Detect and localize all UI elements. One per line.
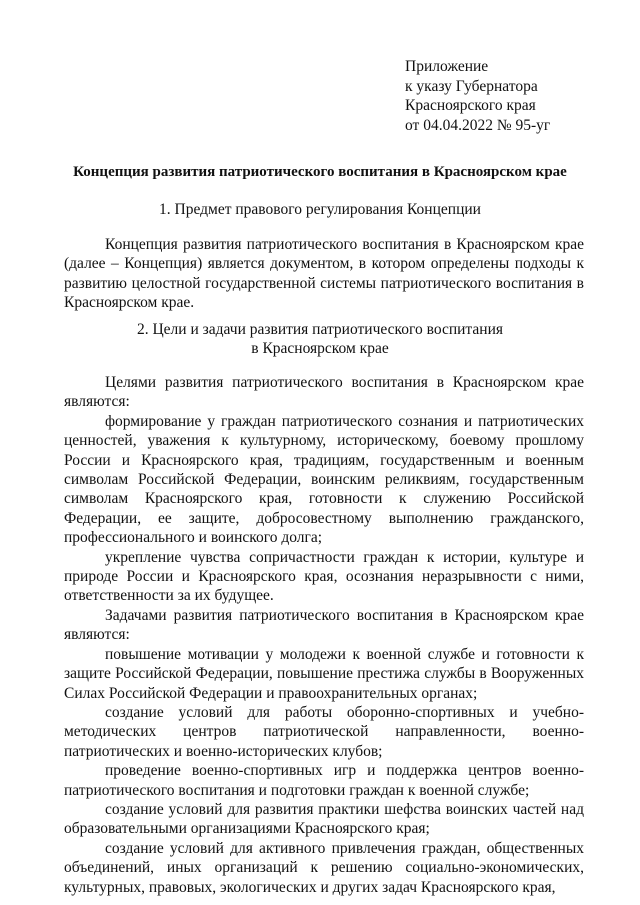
section-2-heading-line-1: 2. Цели и задачи развития патриотического воспитания [136,321,503,338]
section-1-paragraph: Концепция развития патриотического воспитания в Красноярском крае (далее – Концепция) является документом, в котором определены подходы к развитию целостной государственной системы патриотического воспитания в Красноярском крае. [64,236,584,312]
annex-line-2: к указу Губернатора [405,77,538,95]
paragraph-goal-1: формирование у граждан патриотического сознания и патриотических ценностей, уважения к культурному, историческому, боевому прошлому России и Красноярского края, традициям, государственным и военным символам Российской Федерации, воинским реликвиям, государственным символам Красноярского края, готовности к служению Российской Федерации, ее защите, добросовестному выполнению гражданского, профессионального и воинского долга; [64,412,584,547]
annex-block [405,57,550,135]
paragraph-task-4: создание условий для развития практики шефства воинских частей над образовательными организациями Красноярского края; [64,800,584,838]
paragraph-tasks-intro: Задачами развития патриотического воспитания в Красноярском крае являются: [64,606,584,644]
paragraph-task-1: повышение мотивации у молодежи к военной службе и готовности к защите Российской Федерации, повышение престижа службы в Вооруженных Силах Российской Федерации и правоохранительных органах; [64,645,584,702]
document-title: Концепция развития патриотического воспитания в Красноярском крае [73,164,567,180]
annex-line-3: Красноярского края [405,97,536,114]
section-2-heading-line-2: в Красноярском крае [251,340,389,357]
annex-line-4: от 04.04.2022 № 95-уг [405,116,551,134]
paragraph-goals-intro: Целями развития патриотического воспитания в Красноярском крае являются: [64,374,584,411]
annex-line-1: Приложение [405,58,489,75]
section-1-body [64,235,584,313]
section-2-body [64,373,584,897]
paragraph-task-5: создание условий для активного привлечения граждан, общественных объединений, иных организаций к решению социально-экономических, культурных, правовых, экологических и других задач Красноярского края, [64,839,584,896]
paragraph-task-3: проведение военно-спортивных игр и поддержка центров военно-патриотического воспитания и подготовки граждан к военной службе; [64,762,584,799]
paragraph-task-2: создание условий для работы оборонно-спортивных и учебно-методических центров патриотической направленности, военно-патриотических и военно-исторических клубов; [64,703,584,760]
paragraph-goal-2: укрепление чувства сопричастности граждан к истории, культуре и природе России и Красноярского края, осознания неразрывности с ними, ответственности за их будущее. [64,548,584,605]
section-1-heading: 1. Предмет правового регулирования Концепции [159,201,481,218]
